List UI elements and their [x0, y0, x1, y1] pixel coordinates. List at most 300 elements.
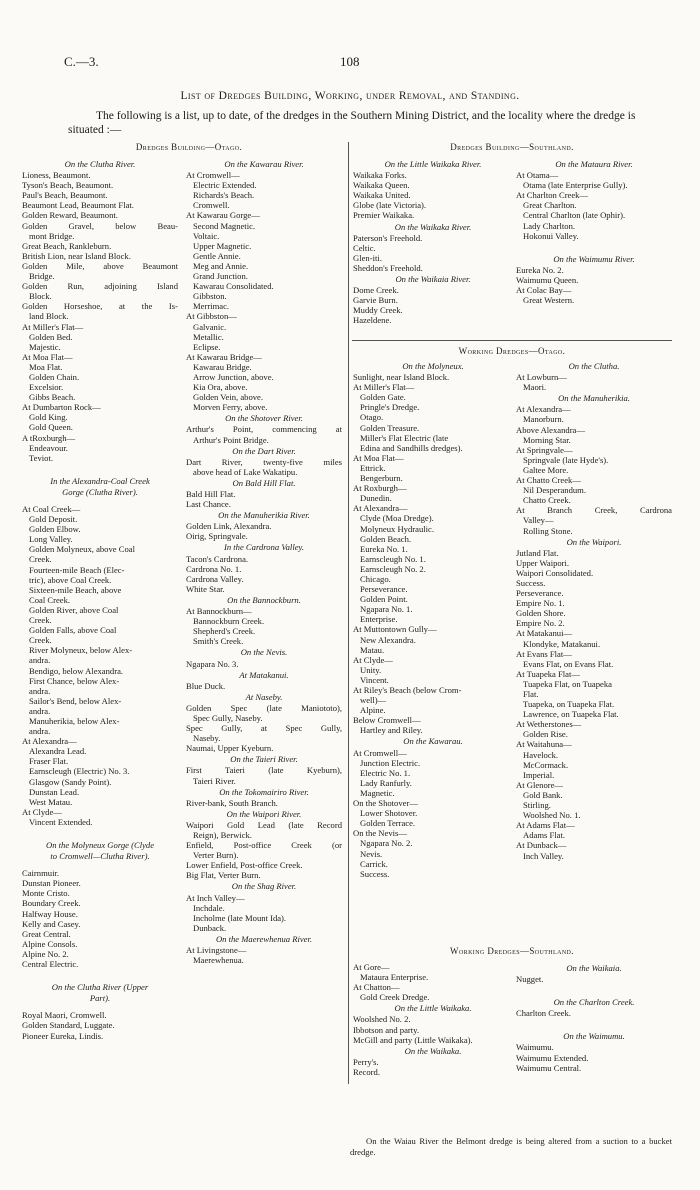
dredge-entry: Sixteen-mile Beach, above — [29, 584, 122, 595]
section-heading-building-southland: Dredges Building—Southland. — [450, 142, 574, 152]
dredge-entry: Stirling. — [523, 800, 551, 811]
spacer — [516, 984, 672, 996]
dredge-entry: Great Central. — [22, 928, 71, 939]
locality-heading: On the Waikaka. — [404, 1045, 462, 1056]
dredge-entry: At Chatton— — [353, 982, 400, 993]
dredge-entry: Golden Bed. — [29, 331, 73, 342]
dredge-entry: Nevis. — [360, 848, 383, 859]
dredge-entry: Gold King. — [29, 412, 68, 423]
dredge-entry: Teviot. — [29, 452, 53, 463]
dredge-entry: Success. — [516, 577, 546, 588]
dredge-entry: Big Flat, Verter Burn. — [186, 870, 261, 881]
dredge-entry: Verter Burn). — [193, 850, 239, 861]
dredge-entry: andra. — [29, 705, 51, 716]
dredge-entry: Golden River, above Coal — [29, 604, 119, 615]
dredge-entry: Evans Flat, on Evans Flat. — [523, 658, 614, 669]
dredge-entry: Dome Creek. — [353, 285, 399, 296]
dredge-entry: Success. — [360, 868, 390, 879]
dredge-entry: Hokonui Valley. — [523, 230, 579, 241]
dredge-entry: Lioness, Beaumont. — [22, 170, 91, 181]
dredge-entry: Valley— — [523, 515, 554, 526]
dredge-entry: Below Cromwell— — [353, 715, 421, 726]
dredge-entry: Nil Desperandum. — [523, 485, 587, 496]
dredge-entry: Golden Beach. — [360, 533, 412, 544]
locality-heading: On the Waimumu. — [563, 1031, 625, 1042]
dredge-entry: At Clyde— — [353, 654, 393, 665]
dredge-entry: Alpine. — [360, 705, 386, 716]
locality-heading: On the Waikaia River. — [395, 274, 471, 285]
dredge-entry: On the Shotover— — [353, 798, 418, 809]
dredge-entry: Fraser Flat. — [29, 756, 69, 767]
spacer — [516, 1018, 672, 1030]
dredge-entry: Matau. — [360, 644, 385, 655]
dredge-entry: At Springvale— — [516, 444, 573, 455]
dredge-entry: Charlton Creek. — [516, 1008, 571, 1019]
locality-heading: On the Molyneux. — [402, 361, 464, 371]
dredge-entry: Spec Gully, Naseby. — [193, 712, 263, 723]
dredge-entry: Garvie Burn. — [353, 295, 398, 306]
dredge-entry: Lady Charlton. — [523, 220, 576, 231]
spacer — [22, 827, 178, 839]
dredge-entry: Bald Hill Flat. — [186, 489, 236, 499]
section-divider — [352, 340, 672, 341]
dredge-entry: At Inch Valley— — [186, 892, 245, 903]
dredge-entry: At Waitahuna— — [516, 739, 572, 750]
locality-heading: On the Manuherikia. — [558, 393, 630, 404]
dredge-entry: White Star. — [186, 583, 225, 594]
dredge-entry: Lower Enfield, Post-office Creek. — [186, 860, 303, 871]
dredge-entry: At Coal Creek— — [22, 504, 81, 514]
dredge-entry: Tuapeka Flat, on Tuapeka — [523, 678, 612, 689]
dredge-entry: Enterprise. — [360, 614, 398, 625]
dredge-entry: British Lion, near Island Block. — [22, 250, 131, 261]
column-divider — [348, 142, 349, 1084]
locality-heading: On the Kawarau River. — [224, 159, 304, 169]
dredge-entry: Imperial. — [523, 769, 555, 780]
column-working-otago-1 — [353, 360, 513, 879]
dredge-entry: On the Nevis— — [353, 828, 407, 839]
locality-heading: On the Little Waikaka River. — [384, 159, 482, 169]
locality-heading: On the Taieri River. — [230, 754, 298, 765]
dredge-entry: Last Chance. — [186, 499, 231, 510]
dredge-entry: Monte Cristo. — [22, 888, 70, 899]
dredge-entry: At Chatto Creek— — [516, 475, 581, 486]
dredge-entry: Golden Rise. — [523, 729, 568, 740]
dredge-entry: Central Electric. — [22, 959, 79, 970]
dredge-entry: At Moa Flat— — [353, 452, 404, 463]
dredge-entry: Flat. — [523, 689, 539, 699]
locality-heading: At Naseby. — [245, 691, 283, 702]
dredge-entry: Pioneer Eureka, Lindis. — [22, 1030, 104, 1041]
dredge-entry: West Matau. — [29, 796, 73, 807]
dredge-entry: Tacon's Cardrona. — [186, 553, 249, 564]
locality-heading: On the Clutha River. — [64, 159, 136, 169]
dredge-entry: Morning Star. — [523, 434, 571, 445]
dredge-entry: At Dumbarton Rock— — [22, 402, 101, 413]
dredge-entry: First Chance, below Alex- — [29, 675, 120, 686]
dredge-entry: Majestic. — [29, 341, 61, 352]
dredge-entry: Alpine Consols. — [22, 938, 78, 949]
dredge-entry: At Livingstone— — [186, 945, 247, 956]
dredge-entry: Enfield, Post-office Creek (or — [186, 840, 342, 851]
dredge-entry: Dunstan Lead. — [29, 786, 80, 797]
dredge-entry: Gold Deposit. — [29, 514, 78, 525]
dredge-entry: Lawrence, on Tuapeka Flat. — [523, 709, 619, 720]
dredge-entry: Sunlight, near Island Block. — [353, 372, 450, 383]
dredge-entry: Great Western. — [523, 295, 575, 306]
dredge-entry: Empire No. 1. — [516, 598, 565, 609]
dredge-entry: First Taieri (late Kyeburn), — [186, 765, 342, 776]
dredge-entry: Bengerburn. — [360, 473, 403, 484]
dredge-entry: Manorburn. — [523, 414, 564, 425]
locality-heading: On the Kawarau. — [403, 736, 463, 747]
dredge-entry: At Miller's Flat— — [353, 382, 415, 393]
dredge-entry: Inchdale. — [193, 902, 225, 913]
dredge-entry: Manuherikia, below Alex- — [29, 715, 120, 726]
dredge-entry: Endeavour. — [29, 442, 68, 453]
dredge-entry: At Alexandra— — [22, 736, 77, 747]
locality-heading: On Bald Hill Flat. — [232, 477, 296, 488]
dredge-entry: Gold Queen. — [29, 422, 73, 433]
dredge-entry: At Matakanui— — [516, 628, 573, 639]
dredge-entry: Smith's Creek. — [193, 636, 244, 647]
dredge-entry: River Molyneux, below Alex- — [29, 645, 133, 656]
dredge-entry: New Alexandra. — [360, 634, 416, 645]
dredge-entry: Golden Standard, Luggate. — [22, 1020, 115, 1031]
dredge-entry: Record. — [353, 1066, 380, 1077]
dredge-entry: At Miller's Flat— — [22, 321, 84, 332]
dredge-entry: Gentle Annie. — [193, 250, 241, 261]
dredge-entry: Royal Maori, Cromwell. — [22, 1010, 107, 1021]
dredge-entry: Naseby. — [193, 733, 221, 744]
dredge-entry: Sailor's Bend, below Alex- — [29, 695, 122, 706]
locality-heading: On the Waipori River. — [226, 808, 302, 819]
locality-heading: On the Mataura River. — [555, 159, 633, 169]
column-working-southland-1 — [353, 962, 513, 1077]
dredge-entry: Blue Duck. — [186, 680, 226, 691]
dredge-entry: Grand Junction. — [193, 271, 248, 282]
locality-heading: On the Bannockburn. — [227, 594, 301, 605]
dredge-entry: At Alexandra— — [353, 503, 408, 514]
dredge-entry: well)— — [360, 695, 387, 706]
spacer — [22, 969, 178, 981]
dredge-entry: Golden Elbow. — [29, 524, 81, 535]
dredge-entry: Waipori Gold Lead (late Record — [186, 819, 342, 830]
column-building-southland-1 — [353, 158, 513, 326]
dredge-entry: Ngapara No. 3. — [186, 658, 239, 669]
dredge-entry: McCormack. — [523, 759, 569, 770]
spacer — [516, 241, 672, 253]
dredge-entry: andra. — [29, 655, 51, 666]
dredge-entry: At Colac Bay— — [516, 285, 572, 296]
dredge-entry: Great Charlton. — [523, 200, 577, 211]
locality-heading: On the Little Waikaka. — [394, 1003, 472, 1014]
section-heading-working-southland: Working Dredges—Southland. — [450, 946, 574, 956]
dredge-entry: Morven Ferry, above. — [193, 402, 268, 413]
dredge-entry: At Moa Flat— — [22, 351, 73, 362]
dredge-entry: Kawarau Consolidated. — [193, 281, 274, 292]
dredge-entry: Arthur's Point, commencing at — [186, 424, 342, 435]
dredge-entry: Galtee More. — [523, 464, 569, 475]
dredge-entry: At Clyde— — [22, 806, 62, 817]
locality-heading: On the Clutha River (Upper — [51, 982, 149, 993]
dredge-entry: Lady Ranfurly. — [360, 777, 412, 788]
locality-heading: On the Maerewhenua River. — [215, 933, 313, 944]
dredge-entry: Golden Shore. — [516, 608, 566, 619]
dredge-entry: At Cromwell— — [353, 747, 407, 758]
dredge-entry: At Alexandra— — [516, 404, 571, 415]
dredge-entry: Shepherd's Creek. — [193, 626, 256, 637]
dredge-entry: Boundary Creek. — [22, 898, 81, 909]
dredge-entry: Dunstan Pioneer. — [22, 878, 81, 889]
document-code: C.—3. — [64, 54, 99, 69]
dredge-entry: Mataura Enterprise. — [360, 972, 429, 983]
dredge-entry: Gibbs Beach. — [29, 392, 76, 403]
locality-heading: Gorge (Clutha River). — [62, 486, 138, 497]
dredge-entry: Bridge. — [29, 271, 55, 282]
dredge-entry: Fourteen-mile Beach (Elec- — [29, 564, 125, 575]
dredge-entry: Premier Waikaka. — [353, 210, 415, 221]
locality-heading: On the Manuherikia River. — [218, 510, 310, 521]
dredge-entry: Waimumu Central. — [516, 1062, 582, 1073]
dredge-entry: Miller's Flat Electric (late — [360, 432, 449, 443]
dredge-entry: Golden Reward, Beaumont. — [22, 210, 118, 221]
dredge-entry: Kawarau Bridge. — [193, 361, 252, 372]
dredge-entry: At Kawarau Gorge— — [186, 210, 260, 221]
dredge-entry: Cairnmuir. — [22, 868, 59, 879]
dredge-entry: At Muttontown Gully— — [353, 624, 437, 635]
dredge-entry: At Otama— — [516, 170, 559, 181]
dredge-entry: Coal Creek. — [29, 594, 71, 605]
dredge-entry: mont Bridge. — [29, 230, 75, 241]
section-heading-working-otago: Working Dredges—Otago. — [458, 346, 566, 356]
locality-heading: On the Clutha. — [568, 361, 620, 371]
dredge-entry: Gold Creek Dredge. — [360, 992, 430, 1003]
dredge-entry: Celtic. — [353, 242, 376, 253]
dredge-entry: Pringle's Dredge. — [360, 402, 420, 413]
dredge-entry: Edina and Sandhills dredges). — [360, 442, 463, 453]
dredge-entry: land Block. — [29, 311, 69, 322]
dredge-entry: Golden Chain. — [29, 371, 80, 382]
dredge-entry: Glasgow (Sandy Point). — [29, 776, 112, 787]
dredge-entry: andra. — [29, 726, 51, 737]
intro-paragraph: The following is a list, up to date, of the dredges in the Southern Mining District, and the locality where the dredge is situated :— — [68, 110, 636, 136]
locality-heading: On the Nevis. — [240, 647, 288, 658]
dredge-entry: Inch Valley. — [523, 850, 564, 861]
dredge-entry: Rolling Stone. — [523, 525, 573, 536]
dredge-entry: Hartley and Riley. — [360, 725, 423, 736]
dredge-entry: Cardrona No. 1. — [186, 563, 242, 574]
dredge-entry: Golden Run, adjoining Island — [22, 281, 178, 292]
dredge-entry: Eureka No. 2. — [516, 264, 564, 275]
dredge-entry: Magnetic. — [360, 787, 395, 798]
locality-heading: On the Shotover River. — [225, 413, 303, 424]
dredge-entry: Halfway House. — [22, 908, 78, 919]
locality-heading: On the Dart River. — [232, 445, 296, 456]
locality-heading: In the Alexandra-Coal Creek — [50, 475, 150, 486]
dredge-entry: Golden Gravel, below Beau- — [22, 220, 178, 231]
dredge-entry: Arrow Junction, above. — [193, 371, 274, 382]
dredge-entry: Excelsior. — [29, 382, 64, 393]
dredge-entry: At Cromwell— — [186, 170, 240, 181]
dredge-entry: Great Beach, Rankleburn. — [22, 240, 112, 251]
footnote: On the Waiau River the Belmont dredge is being altered from a suction to a bucket dredge. — [350, 1136, 672, 1157]
dredge-entry: Richards's Beach. — [193, 190, 255, 201]
locality-heading: On the Waikaia. — [566, 963, 622, 973]
dredge-entry: Upper Waipori. — [516, 557, 570, 568]
dredge-entry: Glen-iti. — [353, 252, 382, 263]
dredge-entry: Globe (late Victoria). — [353, 200, 427, 211]
dredge-entry: Woolshed No. 2. — [353, 1014, 411, 1025]
locality-heading: On the Charlton Creek. — [553, 997, 635, 1008]
dredge-entry: Paul's Beach, Beaumont. — [22, 190, 108, 201]
column-building-otago-2 — [186, 158, 342, 965]
dredge-entry: Creek. — [29, 615, 52, 626]
dredge-entry: Metallic. — [193, 331, 224, 342]
dredge-entry: At Wetherstones— — [516, 719, 582, 730]
dredge-entry: Perseverance. — [360, 584, 408, 595]
locality-heading: On the Waipori. — [566, 536, 622, 547]
dredge-entry: At Kawarau Bridge— — [186, 351, 262, 362]
page-number: 108 — [340, 54, 360, 69]
column-working-otago-2 — [516, 360, 672, 861]
dredge-entry: Ngapara No. 1. — [360, 604, 413, 615]
dredge-entry: Waipori Consolidated. — [516, 567, 594, 578]
dredge-entry: At Lowburn— — [516, 372, 567, 383]
dredge-entry: Golden Link, Alexandra. — [186, 521, 272, 532]
locality-heading: On the Shag River. — [231, 881, 297, 892]
dredge-entry: Tyson's Beach, Beaumont. — [22, 180, 114, 191]
dredge-entry: Klondyke, Matakanui. — [523, 638, 601, 649]
dredge-entry: Golden Spec (late Maniototo), — [186, 702, 342, 713]
dredge-entry: Eclipse. — [193, 341, 221, 352]
dredge-entry: Bendigo, below Alexandra. — [29, 665, 124, 676]
dredge-entry: Golden Mile, above Beaumont — [22, 260, 178, 271]
locality-heading: In the Cardrona Valley. — [223, 542, 305, 553]
page-title: List of Dredges Building, Working, under Removal, and Standing. — [180, 90, 520, 102]
locality-heading: At Matakanui. — [239, 669, 289, 680]
dredge-entry: Perseverance. — [516, 588, 564, 599]
dredge-entry: Jutland Flat. — [516, 547, 559, 558]
dredge-entry: Voltaic. — [193, 230, 220, 241]
dredge-entry: Junction Electric. — [360, 757, 421, 768]
dredge-entry: Tuapeka, on Tuapeka Flat. — [523, 699, 615, 710]
dredge-entry: Chatto Creek. — [523, 495, 571, 506]
dredge-entry: Golden Horseshoe, at the Is- — [22, 301, 178, 312]
dredge-entry: Vincent Extended. — [29, 816, 93, 827]
spacer — [22, 463, 178, 475]
dredge-entry: Earnscleugh No. 2. — [360, 563, 426, 574]
dredge-entry: Ettrick. — [360, 462, 386, 473]
dredge-entry: Waikaka Forks. — [353, 170, 407, 181]
dredge-entry: Clyde (Moa Dredge). — [360, 513, 434, 524]
dredge-entry: Merrimac. — [193, 301, 230, 312]
dredge-entry: Creek. — [29, 635, 52, 646]
dredge-entry: Otago. — [360, 412, 384, 423]
dredge-entry: At Tuapeka Flat— — [516, 668, 580, 679]
dredge-entry: Paterson's Freehold. — [353, 232, 423, 243]
dredge-entry: Perry's. — [353, 1056, 379, 1067]
dredge-entry: tric), above Coal Creek. — [29, 574, 112, 585]
dredge-entry: Hazeldene. — [353, 315, 392, 326]
dredge-entry: Waimumu Extended. — [516, 1052, 589, 1063]
dredge-entry: At Branch Creek, Cardrona — [516, 505, 672, 516]
dredge-entry: Lower Shotover. — [360, 808, 418, 819]
dredge-entry: At Charlton Creek— — [516, 190, 589, 201]
dredge-entry: Above Alexandra— — [516, 424, 585, 435]
dredge-entry: Cromwell. — [193, 200, 230, 211]
dredge-entry: Golden Falls, above Coal — [29, 625, 117, 636]
dredge-entry: Gold Bank. — [523, 789, 563, 800]
dredge-entry: Bannockburn Creek. — [193, 616, 265, 627]
dredge-entry: Cardrona Valley. — [186, 573, 244, 584]
dredge-entry: Golden Molyneux, above Coal — [29, 544, 135, 555]
dredge-entry: Chicago. — [360, 573, 391, 584]
dredge-entry: Alexandra Lead. — [29, 746, 87, 757]
dredge-entry: At Roxburgh— — [353, 483, 407, 494]
locality-heading: On the Waikaka River. — [394, 221, 472, 232]
dredge-entry: Dunedin. — [360, 493, 392, 504]
dredge-entry: Meg and Annie. — [193, 260, 249, 271]
dredge-entry: Adams Flat. — [523, 830, 566, 841]
locality-heading: On the Molyneux Gorge (Clyde — [45, 840, 155, 850]
dredge-entry: Dunback. — [193, 922, 227, 933]
dredge-entry: Incholme (late Mount Ida). — [193, 912, 287, 923]
dredge-entry: Nugget. — [516, 974, 544, 985]
dredge-entry: Naumai, Upper Kyeburn. — [186, 743, 274, 754]
dredge-entry: At Adams Flat— — [516, 820, 575, 831]
dredge-entry: Beaumont Lead, Beaumont Flat. — [22, 200, 134, 211]
dredge-entry: Long Valley. — [29, 534, 73, 545]
dredge-entry: At Evans Flat— — [516, 648, 572, 659]
dredge-entry: Ngapara No. 2. — [360, 838, 413, 849]
dredge-entry: Electric No. 1. — [360, 767, 411, 778]
dredge-entry: Arthur's Point Bridge. — [193, 434, 269, 445]
dredge-entry: Galvanic. — [193, 321, 227, 332]
dredge-entry: Golden Gate. — [360, 392, 406, 403]
dredge-entry: Eureka No. 1. — [360, 543, 408, 554]
dredge-entry: Upper Magnetic. — [193, 240, 252, 251]
dredge-entry: Waimumu Queen. — [516, 274, 579, 285]
dredge-entry: Unity. — [360, 664, 382, 675]
dredge-entry: Golden Point. — [360, 594, 408, 605]
locality-heading: to Cromwell—Clutha River). — [50, 851, 150, 862]
dredge-entry: Vincent. — [360, 674, 389, 685]
column-building-otago-1 — [22, 158, 178, 1041]
dredge-entry: Springvale (late Hyde's). — [523, 454, 609, 465]
dredge-entry: Golden Terrace. — [360, 818, 416, 829]
dredge-entry: Dart River, twenty-five miles — [186, 456, 342, 467]
dredge-entry: Golden Treasure. — [360, 422, 420, 433]
dredge-entry: Empire No. 2. — [516, 618, 565, 629]
dredge-entry: Kelly and Casey. — [22, 918, 81, 929]
dredge-entry: Golden Vein, above. — [193, 392, 264, 403]
dredge-entry: Spec Gully, at Spec Gully, — [186, 723, 342, 734]
dredge-entry: At Glenore— — [516, 779, 564, 790]
dredge-entry: At Riley's Beach (below Crom- — [353, 685, 462, 695]
dredge-entry: Alpine No. 2. — [22, 948, 69, 959]
dredge-entry: At Dunback— — [516, 840, 567, 851]
dredge-entry: Waimumu. — [516, 1042, 554, 1053]
dredge-entry: Second Magnetic. — [193, 220, 256, 231]
dredge-entry: Carrick. — [360, 858, 388, 869]
locality-heading: On the Waimumu River. — [553, 253, 635, 264]
dredge-entry: Waikaka United. — [353, 190, 411, 201]
dredge-entry: Gibbston. — [193, 291, 227, 302]
dredge-entry: andra. — [29, 685, 51, 696]
dredge-entry: Maori. — [523, 382, 547, 393]
dredge-entry: above head of Lake Wakatipu. — [193, 466, 298, 477]
